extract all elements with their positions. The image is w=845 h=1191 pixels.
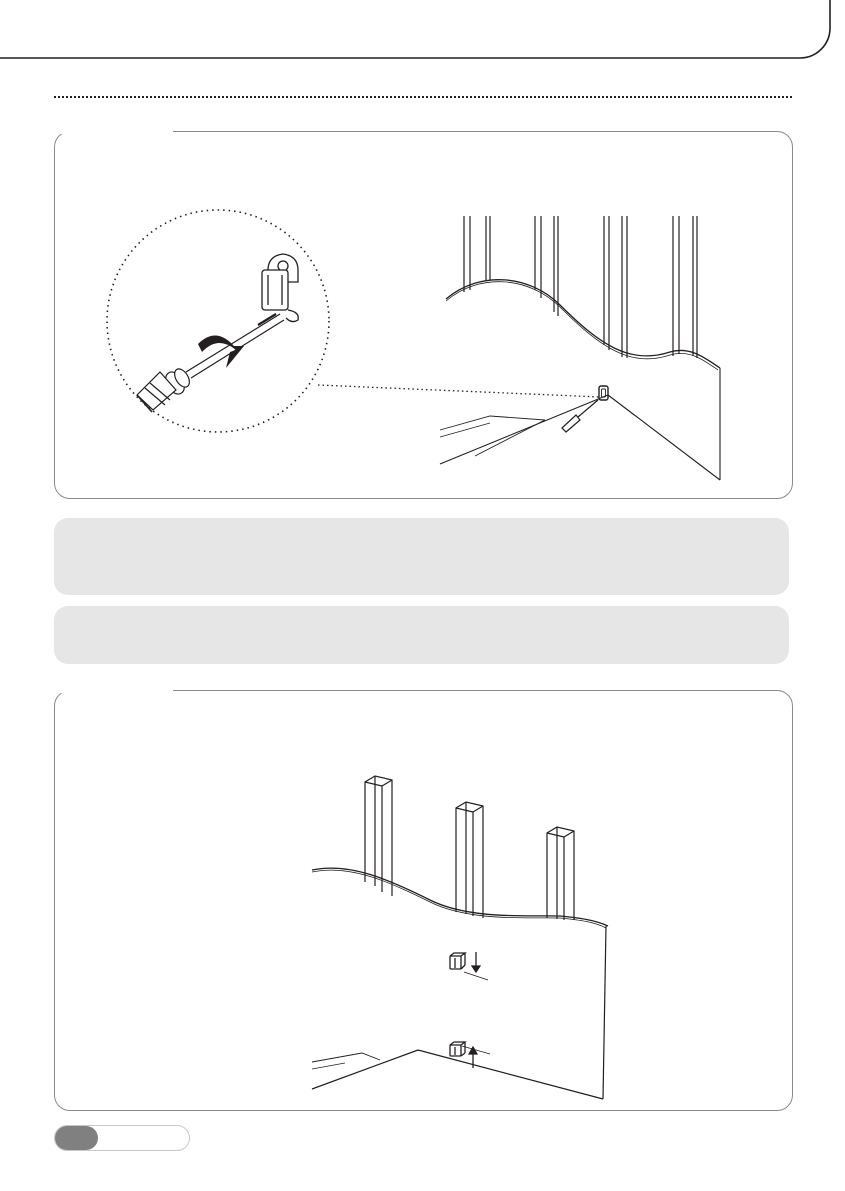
page-number-pill (54, 1125, 190, 1151)
arrow-down-icon (464, 952, 488, 980)
curtain-panel-2 (456, 802, 483, 918)
upper-bracket-icon (450, 953, 465, 969)
arrow-up-icon (462, 1046, 490, 1068)
curtain-panel-1 (365, 776, 392, 896)
lower-bracket-icon (450, 1042, 465, 1056)
curtain-panel-3 (547, 827, 574, 920)
page-number-dot (55, 1126, 98, 1150)
